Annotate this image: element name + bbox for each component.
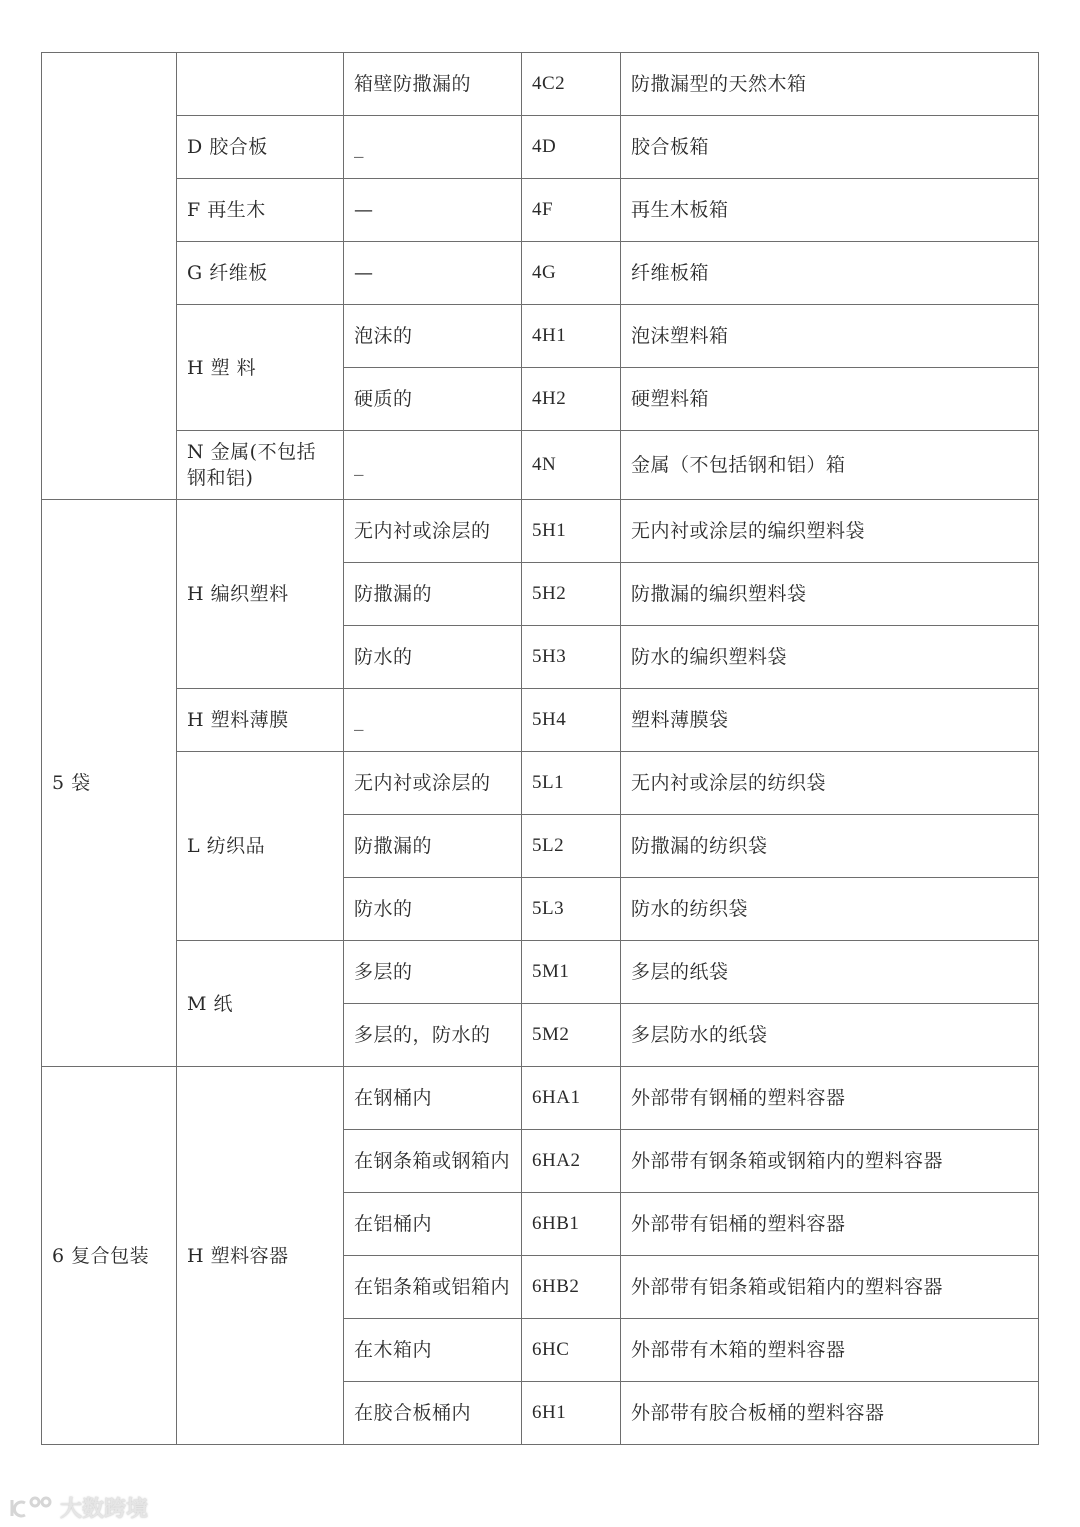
- code-cell: 4D: [522, 116, 621, 179]
- description-cell: 胶合板箱: [621, 116, 1039, 179]
- code-cell: 5L2: [522, 815, 621, 878]
- subtype-cell: 无内衬或涂层的: [344, 752, 522, 815]
- description-cell: 外部带有木箱的塑料容器: [621, 1319, 1039, 1382]
- code-cell: 5H3: [522, 626, 621, 689]
- material-cell: D 胶合板: [177, 116, 344, 179]
- material-cell: H 塑料薄膜: [177, 689, 344, 752]
- subtype-cell: 在铝条箱或铝箱内: [344, 1256, 522, 1319]
- code-cell: 5L1: [522, 752, 621, 815]
- subtype-cell: 在钢桶内: [344, 1067, 522, 1130]
- subtype-cell: 多层的: [344, 941, 522, 1004]
- description-cell: 防撒漏的纺织袋: [621, 815, 1039, 878]
- code-cell: 5H2: [522, 563, 621, 626]
- subtype-cell: _: [344, 431, 522, 500]
- description-cell: 无内衬或涂层的编织塑料袋: [621, 500, 1039, 563]
- material-cell: H 塑 料: [177, 305, 344, 431]
- category-cell: 5 袋: [42, 500, 177, 1067]
- code-cell: 4F: [522, 179, 621, 242]
- material-cell: H 塑料容器: [177, 1067, 344, 1445]
- code-cell: 4H2: [522, 368, 621, 431]
- table-row: [42, 689, 1039, 752]
- description-cell: 外部带有钢桶的塑料容器: [621, 1067, 1039, 1130]
- description-cell: 外部带有钢条箱或钢箱内的塑料容器: [621, 1130, 1039, 1193]
- description-cell: 纤维板箱: [621, 242, 1039, 305]
- subtype-cell: 箱壁防撒漏的: [344, 53, 522, 116]
- material-cell: L 纺织品: [177, 752, 344, 941]
- description-cell: 防水的纺织袋: [621, 878, 1039, 941]
- table-row: [42, 752, 1039, 815]
- description-cell: 外部带有铝条箱或铝箱内的塑料容器: [621, 1256, 1039, 1319]
- subtype-cell: 防撒漏的: [344, 563, 522, 626]
- description-cell: 多层防水的纸袋: [621, 1004, 1039, 1067]
- watermark-logo-icon: [8, 1494, 54, 1520]
- code-cell: 6HB1: [522, 1193, 621, 1256]
- description-cell: 无内衬或涂层的纺织袋: [621, 752, 1039, 815]
- description-cell: 硬塑料箱: [621, 368, 1039, 431]
- subtype-cell: 在木箱内: [344, 1319, 522, 1382]
- code-cell: 6H1: [522, 1382, 621, 1445]
- code-cell: 5H4: [522, 689, 621, 752]
- subtype-cell: _: [344, 116, 522, 179]
- watermark-text: 大数跨境: [60, 1496, 149, 1522]
- material-cell: N 金属(不包括钢和铝): [177, 431, 344, 500]
- code-cell: 6HA1: [522, 1067, 621, 1130]
- description-cell: 外部带有铝桶的塑料容器: [621, 1193, 1039, 1256]
- code-cell: 5H1: [522, 500, 621, 563]
- table-row: [42, 116, 1039, 179]
- subtype-cell: 多层的，防水的: [344, 1004, 522, 1067]
- watermark: [8, 1492, 148, 1522]
- subtype-cell: 硬质的: [344, 368, 522, 431]
- description-cell: 防水的编织塑料袋: [621, 626, 1039, 689]
- description-cell: 防撒漏型的天然木箱: [621, 53, 1039, 116]
- subtype-cell: 在铝桶内: [344, 1193, 522, 1256]
- category-cell: 6 复合包装: [42, 1067, 177, 1445]
- category-cell: [42, 53, 177, 500]
- code-cell: 4C2: [522, 53, 621, 116]
- code-cell: 5M2: [522, 1004, 621, 1067]
- table-row: [42, 53, 1039, 116]
- code-cell: 5M1: [522, 941, 621, 1004]
- description-cell: 泡沫塑料箱: [621, 305, 1039, 368]
- table-row: [42, 179, 1039, 242]
- table-row: [42, 431, 1039, 500]
- material-cell: M 纸: [177, 941, 344, 1067]
- table-row: [42, 941, 1039, 1004]
- subtype-cell: 在胶合板桶内: [344, 1382, 522, 1445]
- document-page: [41, 52, 1038, 1445]
- code-cell: 5L3: [522, 878, 621, 941]
- code-cell: 6HA2: [522, 1130, 621, 1193]
- description-cell: 防撒漏的编织塑料袋: [621, 563, 1039, 626]
- table-row: [42, 305, 1039, 368]
- material-cell: G 纤维板: [177, 242, 344, 305]
- material-cell: H 编织塑料: [177, 500, 344, 689]
- description-cell: 金属（不包括钢和铝）箱: [621, 431, 1039, 500]
- material-cell: F 再生木: [177, 179, 344, 242]
- description-cell: 多层的纸袋: [621, 941, 1039, 1004]
- packaging-code-table: [41, 52, 1039, 1445]
- code-cell: 6HB2: [522, 1256, 621, 1319]
- subtype-cell: _: [344, 689, 522, 752]
- table-row: [42, 1067, 1039, 1130]
- subtype-cell: 泡沫的: [344, 305, 522, 368]
- code-cell: 4G: [522, 242, 621, 305]
- table-row: [42, 500, 1039, 563]
- subtype-cell: —: [344, 179, 522, 242]
- subtype-cell: 在钢条箱或钢箱内: [344, 1130, 522, 1193]
- description-cell: 塑料薄膜袋: [621, 689, 1039, 752]
- table-row: [42, 242, 1039, 305]
- code-cell: 4H1: [522, 305, 621, 368]
- subtype-cell: —: [344, 242, 522, 305]
- subtype-cell: 防水的: [344, 878, 522, 941]
- subtype-cell: 防撒漏的: [344, 815, 522, 878]
- subtype-cell: 防水的: [344, 626, 522, 689]
- subtype-cell: 无内衬或涂层的: [344, 500, 522, 563]
- code-cell: 6HC: [522, 1319, 621, 1382]
- material-cell: [177, 53, 344, 116]
- description-cell: 再生木板箱: [621, 179, 1039, 242]
- description-cell: 外部带有胶合板桶的塑料容器: [621, 1382, 1039, 1445]
- code-cell: 4N: [522, 431, 621, 500]
